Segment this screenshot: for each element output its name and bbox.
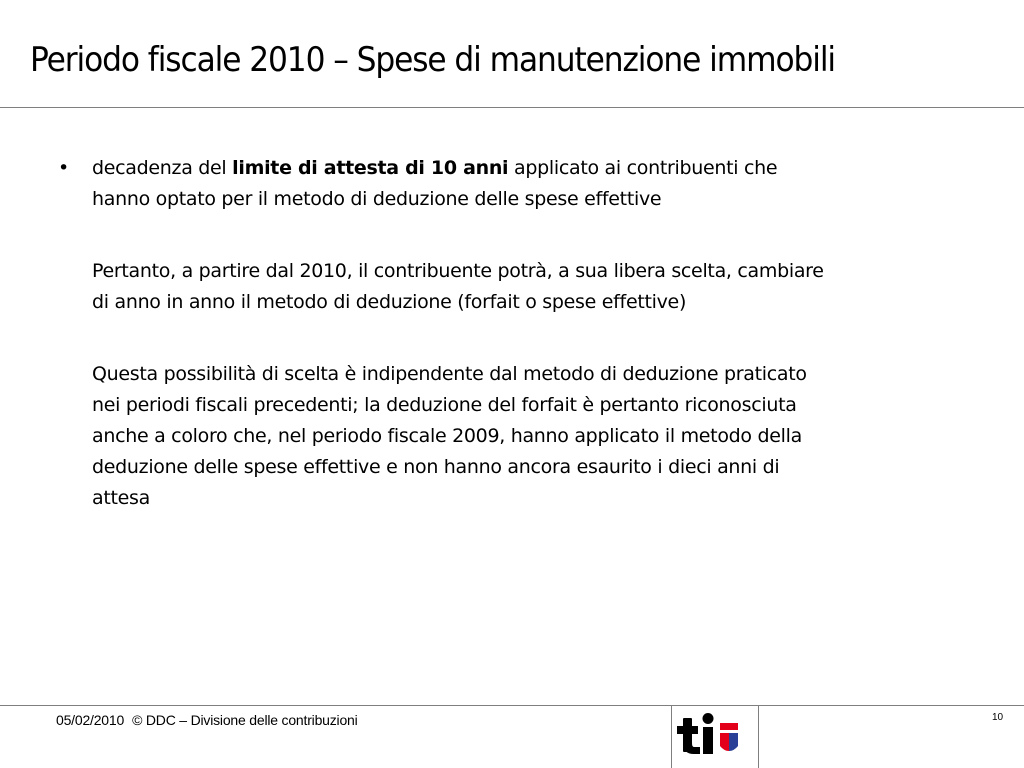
footer-date: 05/02/2010	[56, 712, 125, 728]
ticino-logo-box	[671, 705, 759, 768]
bullet-line-1	[92, 153, 998, 184]
bullet-text-prefix: decadenza del	[92, 157, 233, 179]
paragraph-line: attesa	[92, 487, 150, 509]
bullet-text-bold: limite di attesta di 10 anni	[232, 157, 509, 179]
bullet-line-2: hanno optato per il metodo di deduzione delle spese effettive	[92, 188, 662, 210]
slide-body	[58, 153, 998, 514]
footer-copyright: © DDC – Divisione delle contribuzioni	[132, 712, 358, 728]
paragraph-pertanto	[58, 256, 998, 318]
paragraph-line: deduzione delle spese effettive e non hanno ancora esaurito i dieci anni di	[92, 456, 780, 478]
ticino-canton-logo-icon	[672, 705, 758, 768]
footer-divider	[0, 705, 1024, 706]
footer-caption	[56, 711, 358, 729]
paragraph-line: nei periodi fiscali precedenti; la deduzione del forfait è pertanto riconosciuta	[92, 394, 797, 416]
bullet-icon: •	[58, 157, 69, 179]
bullet-text-suffix: applicato ai contribuenti che	[508, 157, 778, 179]
slide-title: Periodo fiscale 2010 – Spese di manutenzione immobili	[30, 40, 835, 80]
paragraph-line: Pertanto, a partire dal 2010, il contribuente potrà, a sua libera scelta, cambiare	[92, 260, 824, 282]
page-number: 10	[992, 712, 1004, 723]
paragraph-possibilita	[58, 359, 998, 514]
paragraph-line: di anno in anno il metodo di deduzione (forfait o spese effettive)	[92, 291, 687, 313]
title-divider	[0, 107, 1024, 108]
bullet-item	[58, 153, 998, 215]
paragraph-line: anche a coloro che, nel periodo fiscale 2009, hanno applicato il metodo della	[92, 425, 802, 447]
paragraph-line: Questa possibilità di scelta è indipendente dal metodo di deduzione praticato	[92, 363, 807, 385]
